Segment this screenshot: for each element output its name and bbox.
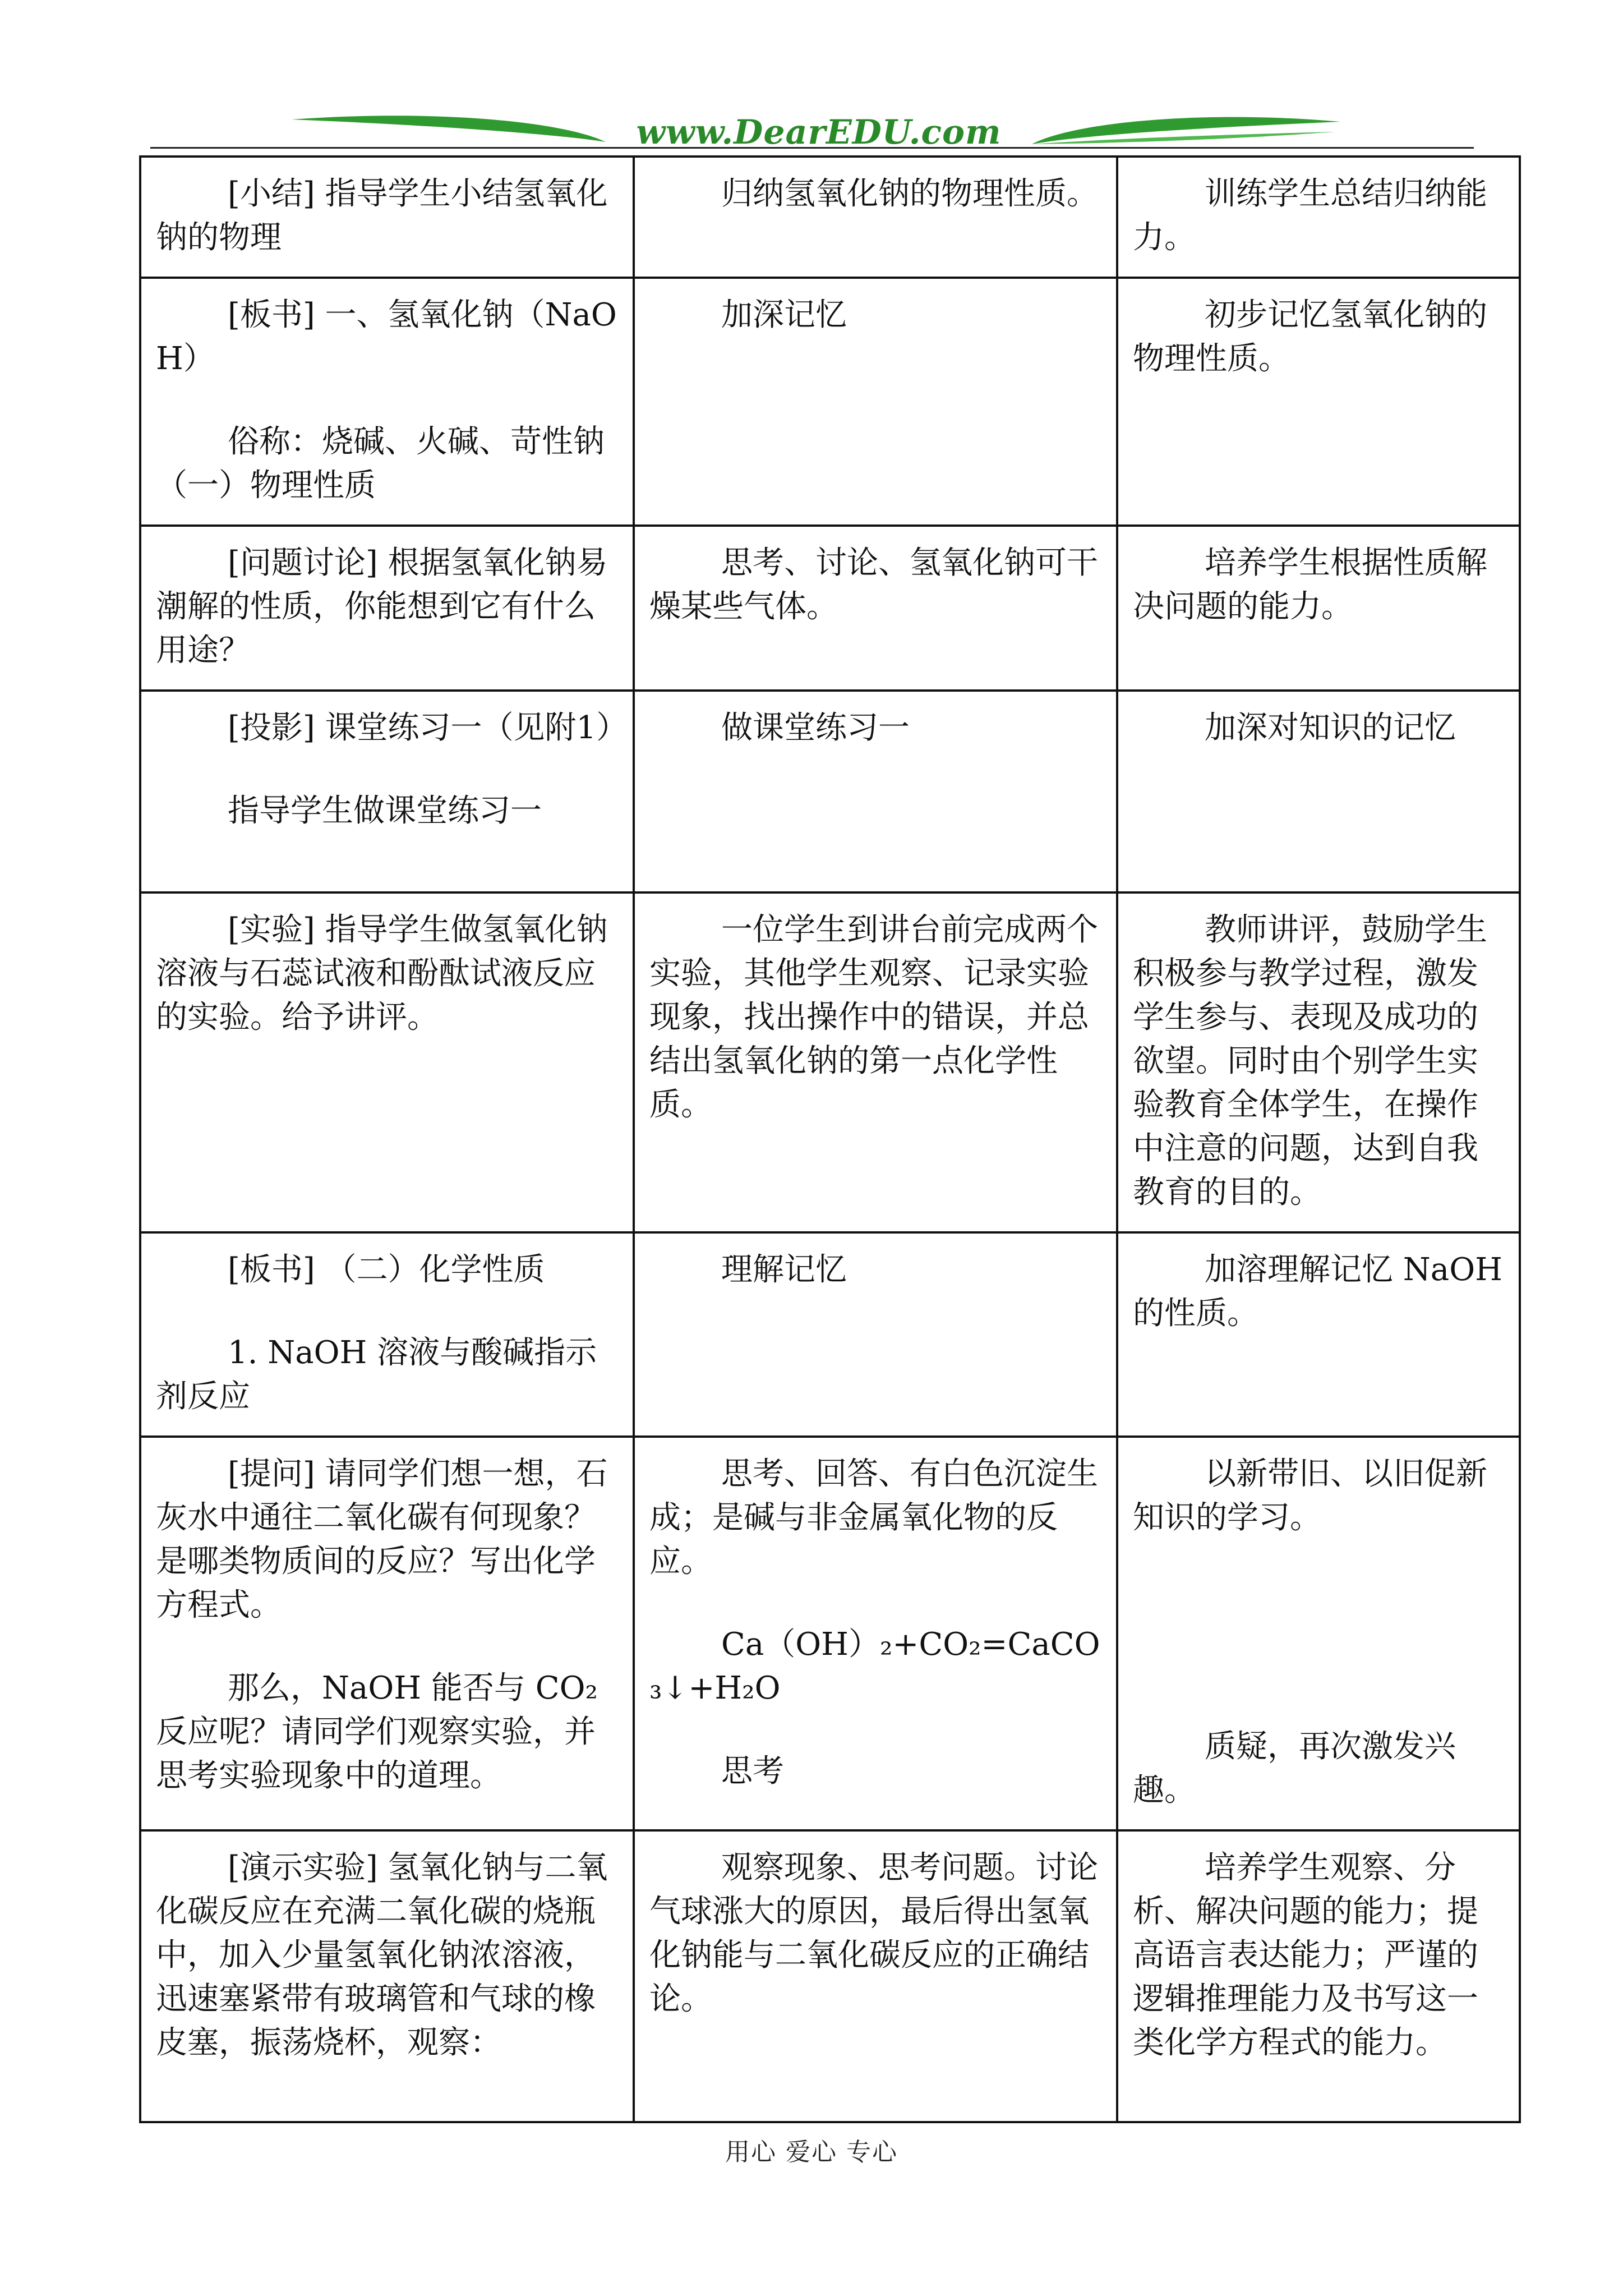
teacher-cell: [问题讨论] 根据氢氧化钠易潮解的性质，你能想到它有什么用途？ <box>140 526 634 691</box>
header-rule <box>150 147 1474 149</box>
teacher-cell: [板书] （二）化学性质 1. NaOH 溶液与酸碱指示剂反应 <box>140 1232 634 1437</box>
table-row <box>140 691 1520 892</box>
table-row <box>140 1437 1520 1830</box>
intent-cell: 教师讲评，鼓励学生积极参与教学过程，激发学生参与、表现及成功的欲望。同时由个别学生实验教育全体学生，在操作中注意的问题，达到自我教育的目的。 <box>1117 892 1520 1232</box>
teacher-cell: [小结] 指导学生小结氢氧化钠的物理 <box>140 157 634 278</box>
intent-cell: 初步记忆氢氧化钠的物理性质。 <box>1117 278 1520 526</box>
lesson-table <box>139 155 1521 2123</box>
student-cell: 做课堂练习一 <box>634 691 1117 892</box>
teacher-cell: [演示实验] 氢氧化钠与二氧化碳反应在充满二氧化碳的烧瓶中，加入少量氢氧化钠浓溶液，迅速塞紧带有玻璃管和气球的橡皮塞，振荡烧杯，观察： <box>140 1830 634 2122</box>
teacher-cell: [提问] 请同学们想一想，石灰水中通往二氧化碳有何现象？是哪类物质间的反应？写出化学方程式。 那么，NaOH 能否与 CO₂ 反应呢？请同学们观察实验，并思考实验现象中的道理。 <box>140 1437 634 1830</box>
student-cell: 理解记忆 <box>634 1232 1117 1437</box>
student-cell: 一位学生到讲台前完成两个实验，其他学生观察、记录实验现象，找出操作中的错误，并总结出氢氧化钠的第一点化学性质。 <box>634 892 1117 1232</box>
intent-cell: 训练学生总结归纳能力。 <box>1117 157 1520 278</box>
table-row <box>140 892 1520 1232</box>
intent-cell: 培养学生观察、分析、解决问题的能力；提高语言表达能力；严谨的逻辑推理能力及书写这一类化学方程式的能力。 <box>1117 1830 1520 2122</box>
intent-cell: 加深对知识的记忆 <box>1117 691 1520 892</box>
table-row <box>140 526 1520 691</box>
table-row <box>140 157 1520 278</box>
table-row <box>140 278 1520 526</box>
teacher-cell: [板书] 一、氢氧化钠（NaOH） 俗称：烧碱、火碱、苛性钠（一）物理性质 <box>140 278 634 526</box>
table-row <box>140 1830 1520 2122</box>
student-cell: 归纳氢氧化钠的物理性质。 <box>634 157 1117 278</box>
teacher-cell: [投影] 课堂练习一（见附1） 指导学生做课堂练习一 <box>140 691 634 892</box>
table-row <box>140 1232 1520 1437</box>
teacher-cell: [实验] 指导学生做氢氧化钠溶液与石蕊试液和酚酞试液反应的实验。给予讲评。 <box>140 892 634 1232</box>
student-cell: 观察现象、思考问题。讨论气球涨大的原因，最后得出氢氧化钠能与二氧化碳反应的正确结论。 <box>634 1830 1117 2122</box>
page-footer: 用心 爱心 专心 <box>725 2138 898 2166</box>
student-cell: 加深记忆 <box>634 278 1117 526</box>
intent-cell: 加溶理解记忆 NaOH 的性质。 <box>1117 1232 1520 1437</box>
site-name: www.DearEDU.com <box>636 113 1002 152</box>
intent-cell: 培养学生根据性质解决问题的能力。 <box>1117 526 1520 691</box>
chemical-equation: Ca（OH）₂+CO₂=CaCO₃↓+H₂O <box>649 1626 1100 1706</box>
student-cell: 思考、讨论、氢氧化钠可干燥某些气体。 <box>634 526 1117 691</box>
student-cell: 思考、回答、有白色沉淀生成；是碱与非金属氧化物的反应。 Ca（OH）₂+CO₂=CaCO₃↓+H₂O 思考 <box>634 1437 1117 1830</box>
intent-cell: 以新带旧、以旧促新知识的学习。 质疑，再次激发兴趣。 <box>1117 1437 1520 1830</box>
